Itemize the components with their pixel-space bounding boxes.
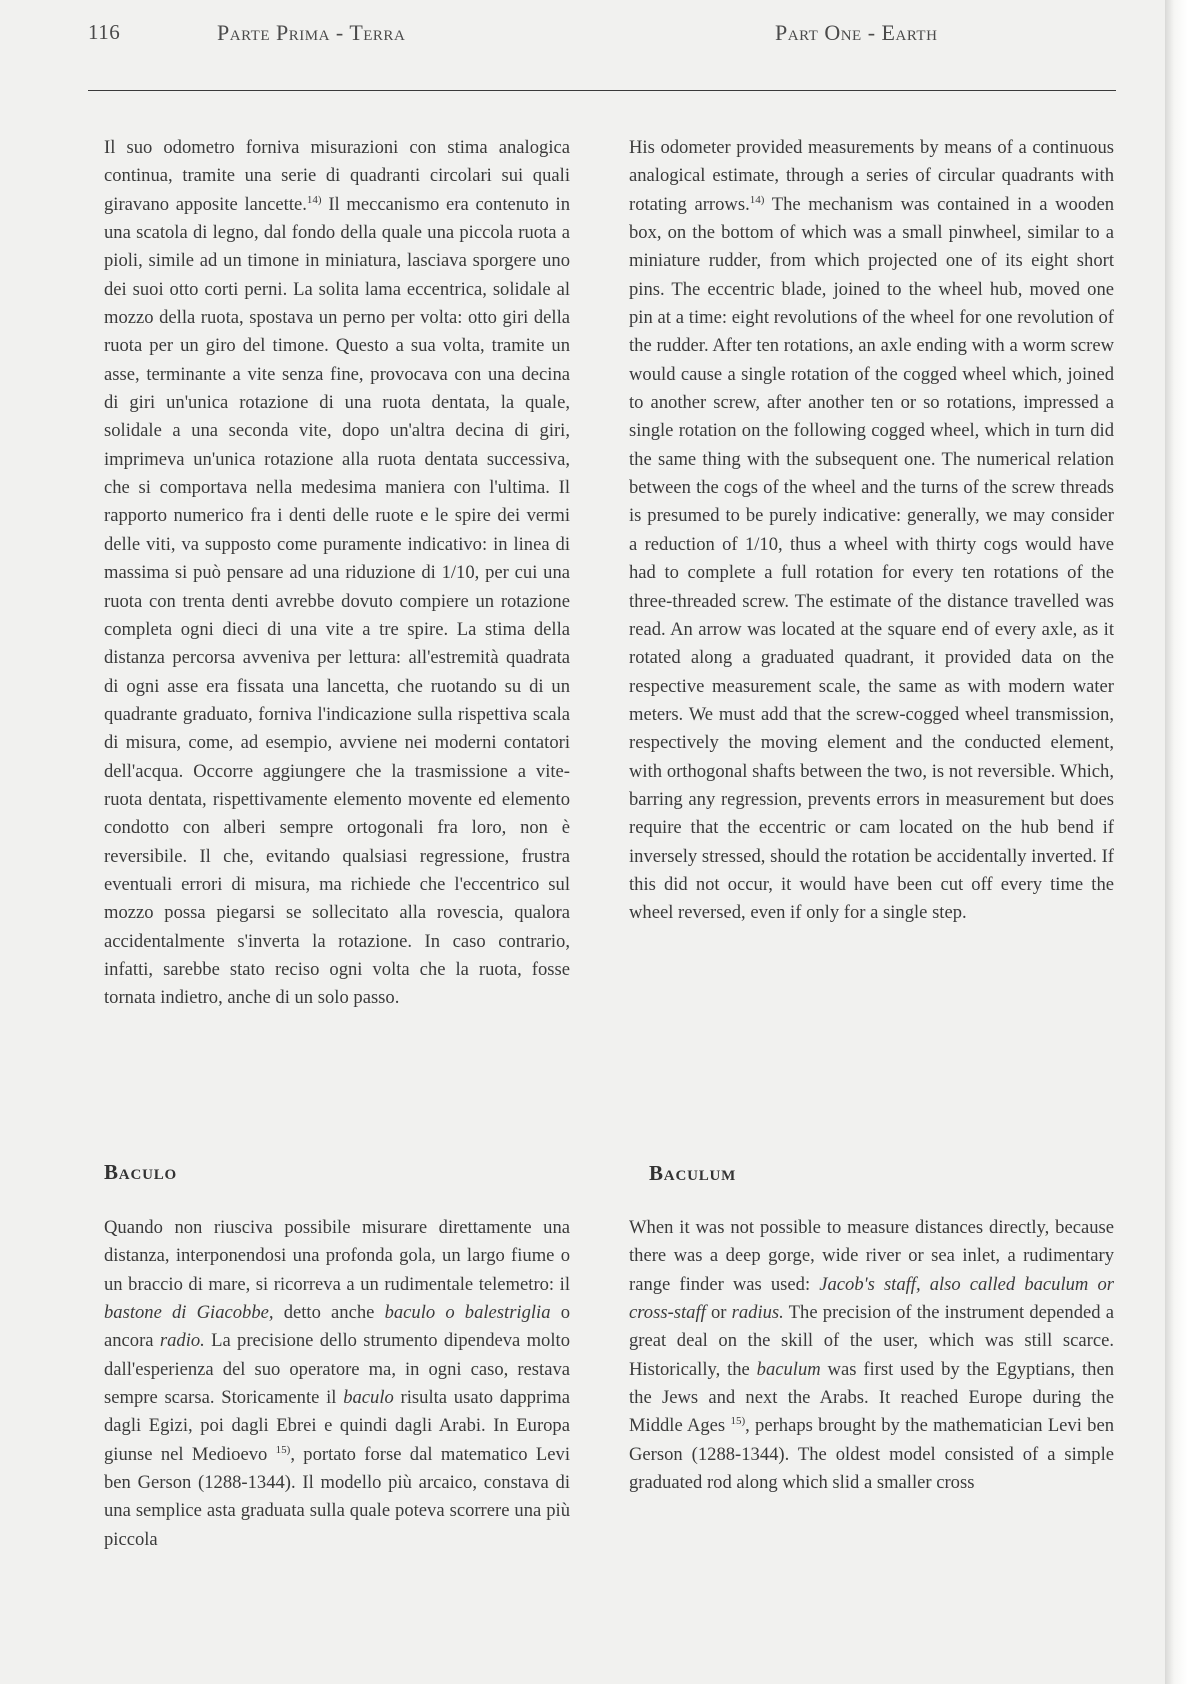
running-header-italian: Parte Prima - Terra xyxy=(217,20,406,45)
italian-paragraph-baculo xyxy=(104,1214,570,1554)
english-baculum-text-e: , perhaps brought by the mathematician Levi ben Gerson (1288-1344). The oldest model consisted of a simple graduated rod along which slid a smaller cross xyxy=(629,1415,1115,1494)
italian-baculo-text-e: risulta usato dapprima dagli Egizi, poi dagli Ebrei e quindi dagli Arabi. In Europa giunse nel Medioevo xyxy=(104,1387,570,1465)
english-paragraph-odometer xyxy=(629,134,1114,1134)
italian-term-jacob-staff: bastone di Giacobbe, xyxy=(104,1302,274,1324)
english-term-jacob-staff: Jacob's staff, also called baculum or cross-staff xyxy=(629,1273,1114,1324)
english-baculum-text-d: was first used by the Egyptians, then the Jews and next the Arabs. It reached Europe during the Middle Ages xyxy=(629,1358,1114,1437)
italian-odometer-text-b: Il meccanismo era contenuto in una scatola di legno, dal fondo della quale una piccola ruota a pioli, simile ad un timone in miniatura, lasciava sporgere uno dei suoi otto corti perni. La solita lama eccentrica, solidale al mozzo della ruota, spostava un perno per volta: otto giri della ruota per un giro del timone. Questo a sua volta, tramite un asse, terminante a vite senza fine, provocava con una decina di giri un'unica rotazione di una ruota dentata, la quale, solidale a una seconda vite, dopo un'altra decina di giri, imprimeva un'unica rotazione alla ruota dentata successiva, che si comportava nella medesima maniera con l'ultima. Il rapporto numerico fra i denti delle ruote e le spire dei vermi delle viti, va supposto come puramente indicativo: in linea di massima si può pensare ad una riduzione di 1/10, per cui una ruota con trenta denti avrebbe dovuto compiere un rotazione completa ogni dieci di una vite a tre spire. La stima della distanza percorsa avveniva per lettura: all'estremità quadrata di ogni asse era fissata una lancetta, che ruotando su di un quadrante graduato, forniva l'indicazione sulla rispettiva scala di misura, come, ad esempio, avviene nei moderni contatori dell'acqua. Occorre aggiungere che la trasmissione a vite-ruota dentata, rispettivamente elemento movente ed elemento condotto con alberi sempre ortogonali fra loro, non è reversibile. Il che, evitando qualsiasi regressione, frustra eventuali errori di misura, ma richiede che l'eccentrico sul mozzo possa piegarsi se sollecitato alla rovescia, qualora accidentalmente s'inverta la rotazione. In caso contrario, infatti, sarebbe stato reciso ogni volta che la ruota, fosse tornata indietro, anche di un solo passo. xyxy=(104,193,570,1009)
footnote-ref-15: 15) xyxy=(275,1443,291,1456)
english-baculum-text-b: or xyxy=(705,1302,732,1324)
footnote-ref-14-en: 14) xyxy=(749,193,765,206)
running-header-english: Part One - Earth xyxy=(775,20,938,45)
italian-baculo-text-c: o ancora xyxy=(104,1302,570,1352)
italian-baculo-text-d: La precisione dello strumento dipendeva molto dall'esperienza del suo operatore ma, in ogni caso, restava sempre scarsa. Storicamente il xyxy=(104,1330,570,1409)
section-title-baculo: Baculo xyxy=(104,1160,177,1184)
english-odometer-text-b: The mechanism was contained in a wooden box, on the bottom of which was a small pinwheel, similar to a miniature rudder, from which projected one of its eight short pins. The eccentric blade, joined to the wheel hub, moved one pin at a time: eight revolutions of the wheel for one revolution of the rudder. After ten rotations, an axle ending with a worm screw would cause a single rotation of the cogged wheel which, joined to another screw, after another ten or so rotations, impressed a single rotation on the following cogged wheel, which in turn did the same thing with the subsequent one. The numerical relation between the cogs of the wheel and the turns of the screw threads is presumed to be purely indicative: generally, we may consider a reduction of 1/10, thus a wheel with thirty cogs would have had to complete a full rotation for every ten rotations of the three-threaded screw. The estimate of the distance travelled was read. An arrow was located at the square end of every axle, as it rotated along a graduated quadrant, it provided data on the respective measurement scale, the same as with modern water meters. We must add that the screw-cogged wheel transmission, respectively the moving element and the conducted element, with orthogonal shafts between the two, is not reversible. Which, barring any regression, prevents errors in measurement but does require that the eccentric or cam located on the hub bend if inversely stressed, should the rotation be accidentally inverted. If this did not occur, it would have been cut off every time the wheel reversed, even if only for a single step. xyxy=(629,193,1114,924)
english-baculum-text-c: The precision of the instrument depended a great deal on the skill of the user, which was still scarce. Historically, the xyxy=(629,1302,1114,1380)
footnote-ref-14: 14) xyxy=(306,193,322,206)
italian-baculo-text-b: detto anche xyxy=(273,1302,385,1324)
footnote-ref-15-en: 15) xyxy=(730,1415,746,1428)
italian-term-baculo: baculo o balestriglia xyxy=(384,1302,551,1324)
italian-paragraph-odometer xyxy=(104,134,570,1134)
english-baculum-text-a: When it was not possible to measure distances directly, because there was a deep gorge, wide river or sea inlet, a rudimentary range finder was used: xyxy=(629,1217,1114,1295)
english-paragraph-baculum xyxy=(629,1214,1114,1554)
english-odometer-text-a: His odometer provided measurements by means of a continuous analogical estimate, through a series of circular quadrants with rotating arrows. xyxy=(629,137,1114,215)
page-edge xyxy=(1165,0,1188,1684)
italian-baculo-text-a: Quando non riusciva possibile misurare direttamente una distanza, interponendosi una profonda gola, un largo fiume o un braccio di mare, si ricorreva a un rudimentale telemetro: il xyxy=(104,1217,570,1295)
italian-odometer-text-a: Il suo odometro forniva misurazioni con stima analogica continua, tramite una serie di quadranti circolari sui quali giravano apposite lancette. xyxy=(104,137,570,215)
header-rule xyxy=(88,90,1116,91)
english-term-baculum: baculum xyxy=(756,1358,821,1380)
section-title-baculum: Baculum xyxy=(649,1161,737,1185)
italian-term-radio: radio. xyxy=(159,1330,205,1352)
english-term-radius: radius. xyxy=(731,1302,784,1324)
page-number: 116 xyxy=(88,20,121,44)
italian-term-baculo-2: baculo xyxy=(343,1387,394,1409)
italian-baculo-text-f: , portato forse dal matematico Levi ben Gerson (1288-1344). Il modello più arcaico, constava di una semplice asta graduata sulla quale poteva scorrere una più piccola xyxy=(104,1443,570,1550)
